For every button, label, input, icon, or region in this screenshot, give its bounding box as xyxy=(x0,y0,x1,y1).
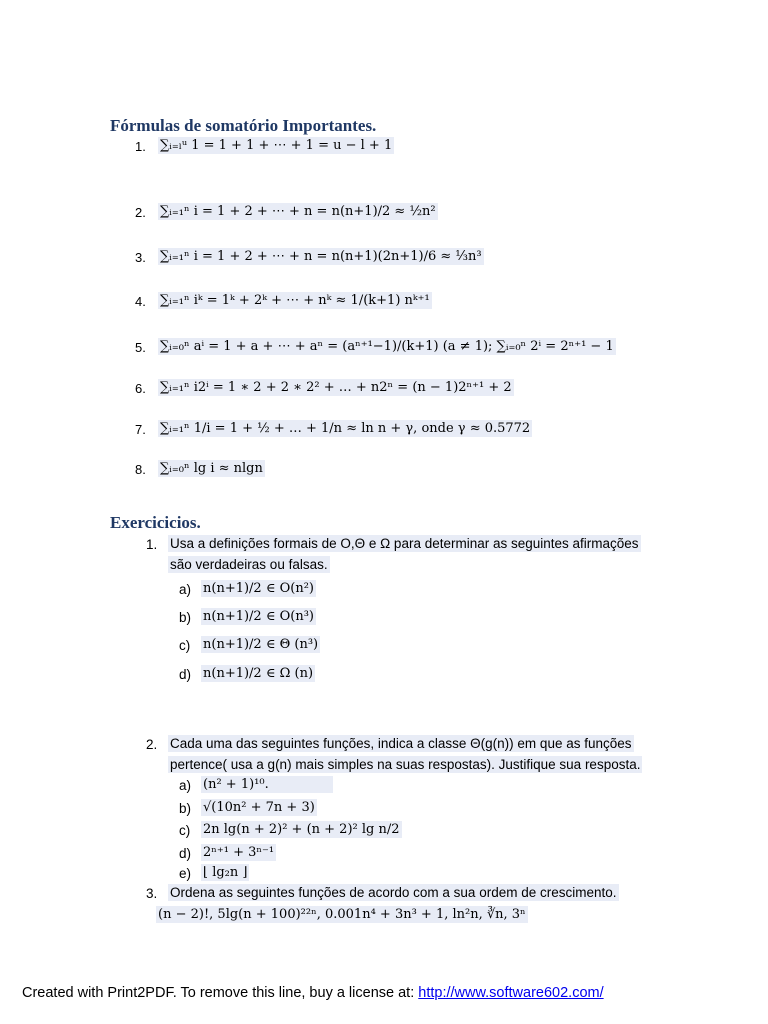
formula-number: 4. xyxy=(135,294,146,309)
exercise-1-item: n(n+1)/2 ∈ O(n³) xyxy=(203,609,314,624)
exercise-3-text: Ordena as seguintes funções de acordo com a sua ordem de crescimento. xyxy=(170,885,617,900)
formulas-heading: Fórmulas de somatório Importantes. xyxy=(110,116,377,135)
formula: ∑ᵢ₌₁ⁿ iᵏ = 1ᵏ + 2ᵏ + ⋯ + nᵏ ≈ 1/(k+1) nᵏ⁺¹ xyxy=(160,293,430,308)
formula: ∑ᵢ₌₀ⁿ aⁱ = 1 + a + ⋯ + aⁿ = (aⁿ⁺¹−1)/(k+1) (a ≠ 1); ∑ᵢ₌₀ⁿ 2ⁱ = 2ⁿ⁺¹ − 1 xyxy=(160,339,614,354)
exercise-1-item: n(n+1)/2 ∈ Θ (n³) xyxy=(203,637,319,652)
exercise-number: 2. xyxy=(146,737,158,752)
exercise-2-item: (n² + 1)¹⁰. xyxy=(201,776,333,793)
exercise-2-item: ⌊ lg₂n ⌋ xyxy=(203,865,248,880)
formula-number: 8. xyxy=(135,462,146,477)
item-label: c) xyxy=(179,638,191,653)
item-label: d) xyxy=(179,667,192,682)
exercise-2-text: pertence( usa a g(n) mais simples na suas respostas). Justifique sua resposta. xyxy=(170,757,641,772)
formula: ∑ᵢ₌₁ⁿ 1/i = 1 + ½ + … + 1/n ≈ ln n + γ, onde γ ≈ 0.5772 xyxy=(160,421,531,436)
exercise-number: 1. xyxy=(146,537,158,552)
item-label: d) xyxy=(179,846,192,861)
item-label: c) xyxy=(179,823,191,838)
exercise-number: 3. xyxy=(146,886,158,901)
item-label: e) xyxy=(179,866,192,881)
formula-number: 2. xyxy=(135,205,146,220)
exercise-2-item: 2n lg(n + 2)² + (n + 2)² lg n/2 xyxy=(203,822,400,837)
exercise-1-item: n(n+1)/2 ∈ O(n²) xyxy=(203,581,314,596)
exercise-2-item: 2ⁿ⁺¹ + 3ⁿ⁻¹ xyxy=(203,845,275,860)
formula-number: 3. xyxy=(135,250,146,265)
item-label: b) xyxy=(179,610,192,625)
exercise-1-text: Usa a definições formais de O,Θ e Ω para determinar as seguintes afirmações xyxy=(170,536,639,551)
exercise-2-text: Cada uma das seguintes funções, indica a classe Θ(g(n)) em que as funções xyxy=(170,736,632,751)
formula-number: 1. xyxy=(135,139,146,154)
exercises-heading: Exercicicios. xyxy=(110,513,201,532)
formula: ∑ᵢ₌₁ⁿ i2ⁱ = 1 ∗ 2 + 2 ∗ 2² + … + n2ⁿ = (n − 1)2ⁿ⁺¹ + 2 xyxy=(160,380,512,395)
footer-link[interactable]: http://www.software602.com/ xyxy=(418,985,604,1001)
exercise-2-item: √(10n² + 7n + 3) xyxy=(203,800,315,815)
exercise-3-functions: (n − 2)!, 5lg(n + 100)²²ⁿ, 0.001n⁴ + 3n³ + 1, ln²n, ∛n, 3ⁿ xyxy=(158,907,526,922)
exercise-1-text: são verdadeiras ou falsas. xyxy=(170,557,328,572)
item-label: a) xyxy=(179,582,192,597)
formula: ∑ᵢ₌₁ⁿ i = 1 + 2 + ⋯ + n = n(n+1)/2 ≈ ½n² xyxy=(160,204,436,219)
formula: ∑ᵢ₌₀ⁿ lg i ≈ nlgn xyxy=(160,461,263,476)
formula: ∑ᵢ₌₁ⁿ i = 1 + 2 + ⋯ + n = n(n+1)(2n+1)/6 ≈ ⅓n³ xyxy=(160,249,482,264)
formula: ∑ᵢ₌ₗᵘ 1 = 1 + 1 + ⋯ + 1 = u − l + 1 xyxy=(160,138,393,153)
item-label: b) xyxy=(179,801,192,816)
formula-number: 6. xyxy=(135,381,146,396)
item-label: a) xyxy=(179,778,192,793)
footer-text: Created with Print2PDF. To remove this line, buy a license at: xyxy=(22,985,419,1001)
footer xyxy=(22,985,604,1001)
exercise-1-item: n(n+1)/2 ∈ Ω (n) xyxy=(203,666,314,681)
formula-number: 5. xyxy=(135,340,146,355)
formula-number: 7. xyxy=(135,422,146,437)
